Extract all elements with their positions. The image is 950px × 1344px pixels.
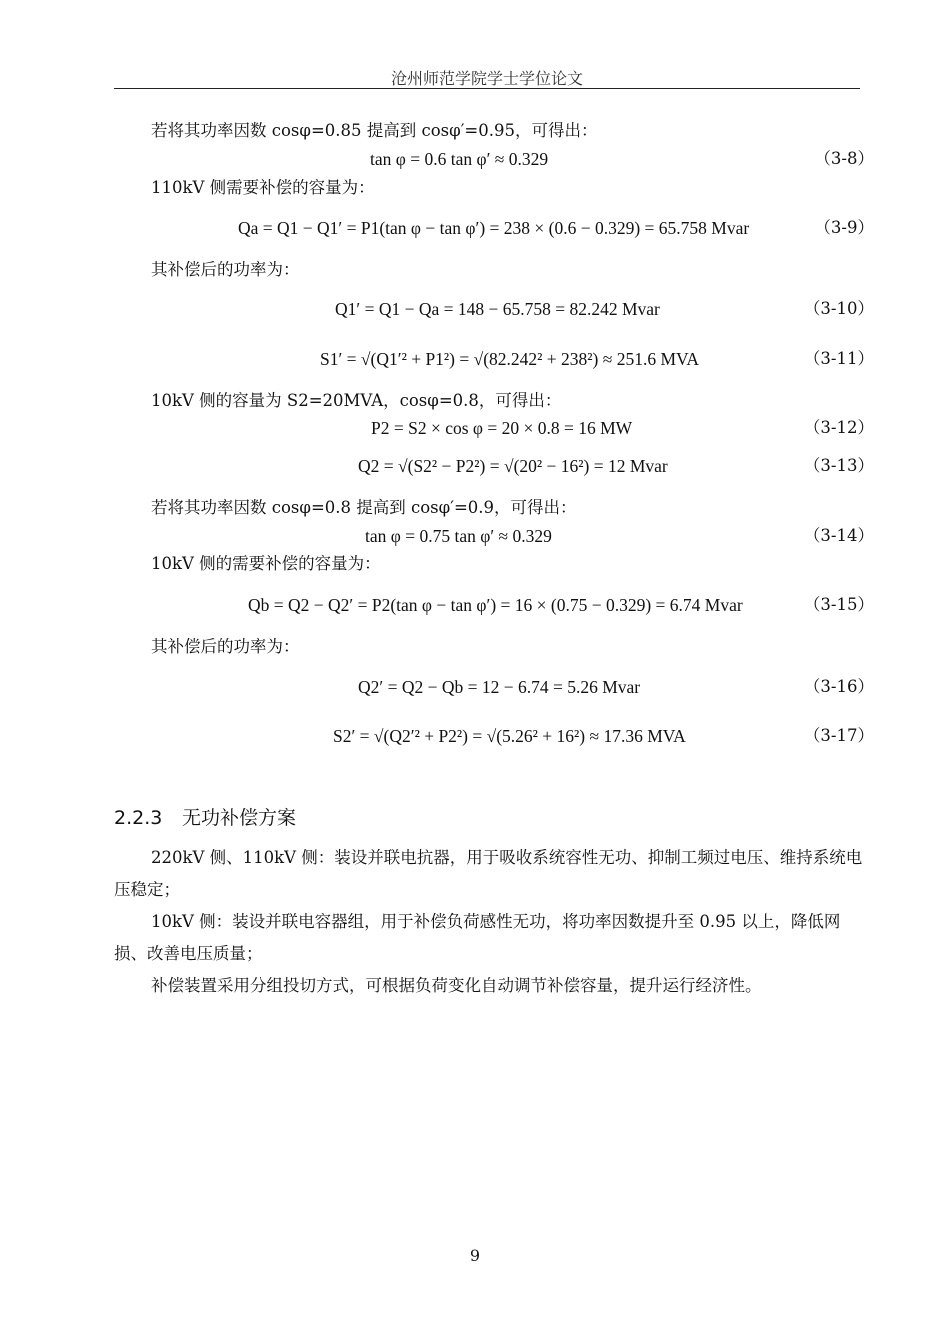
header-rule (114, 88, 860, 89)
equation-3-9: Qa = Q1 − Q1′ = P1(tan φ − tan φ′) = 238 × (0.6 − 0.329) = 65.758 Mvar (238, 218, 750, 238)
equation-number: （3-17） (803, 726, 874, 745)
paragraph: 10kV 侧的容量为 S2=20MVA，cosφ=0.8，可得出： (151, 391, 562, 410)
equation-number: （3-8） (814, 149, 874, 168)
equation-3-17: S2′ = √(Q2′² + P2²) = √(5.26² + 16²) ≈ 17.36 MVA (333, 726, 686, 746)
equation-3-14: tan φ = 0.75 tan φ′ ≈ 0.329 (365, 526, 552, 546)
equation-3-15: Qb = Q2 − Q2′ = P2(tan φ − tan φ′) = 16 × (0.75 − 0.329) = 6.74 Mvar (248, 595, 743, 615)
running-header: 沧州师范学院学士学位论文 (390, 69, 583, 88)
section-number: 2.2.3 (114, 807, 163, 829)
section-heading (114, 803, 296, 830)
equation-3-16: Q2′ = Q2 − Qb = 12 − 6.74 = 5.26 Mvar (358, 677, 641, 697)
paragraph: 10kV 侧的需要补偿的容量为： (151, 554, 381, 573)
equation-3-8: tan φ = 0.6 tan φ′ ≈ 0.329 (370, 149, 549, 169)
paragraph: 其补偿后的功率为： (151, 260, 300, 279)
section-title: 无功补偿方案 (182, 807, 297, 829)
page-number: 9 (469, 1246, 481, 1265)
body-paragraph: 10kV 侧：装设并联电容器组，用于补偿负荷感性无功，将功率因数提升至 0.95 以上，降低网损、改善电压质量； (114, 912, 841, 963)
equation-3-13: Q2 = √(S2² − P2²) = √(20² − 16²) = 12 Mvar (358, 456, 668, 476)
equation-number: （3-13） (803, 456, 874, 475)
equation-number: （3-9） (814, 218, 874, 237)
equation-3-10: Q1′ = Q1 − Qa = 148 − 65.758 = 82.242 Mvar (335, 299, 660, 319)
equation-number: （3-14） (803, 526, 874, 545)
paragraph: 110kV 侧需要补偿的容量为： (151, 178, 375, 197)
paragraph: 若将其功率因数 cosφ=0.85 提高到 cosφ′=0.95，可得出： (151, 121, 598, 140)
paragraph: 若将其功率因数 cosφ=0.8 提高到 cosφ′=0.9，可得出： (151, 498, 577, 517)
body-paragraph: 220kV 侧、110kV 侧：装设并联电抗器，用于吸收系统容性无功、抑制工频过电压、维持系统电压稳定； (114, 848, 863, 899)
equation-number: （3-12） (803, 418, 874, 437)
equation-3-12: P2 = S2 × cos φ = 20 × 0.8 = 16 MW (371, 418, 633, 438)
equation-number: （3-11） (803, 349, 874, 368)
equation-number: （3-15） (803, 595, 874, 614)
equation-number: （3-16） (803, 677, 874, 696)
equation-3-11: S1′ = √(Q1′² + P1²) = √(82.242² + 238²) ≈ 251.6 MVA (320, 349, 700, 369)
paragraph: 其补偿后的功率为： (151, 637, 300, 656)
body-paragraph: 补偿装置采用分组投切方式，可根据负荷变化自动调节补偿容量，提升运行经济性。 (151, 976, 762, 995)
equation-number: （3-10） (803, 299, 874, 318)
